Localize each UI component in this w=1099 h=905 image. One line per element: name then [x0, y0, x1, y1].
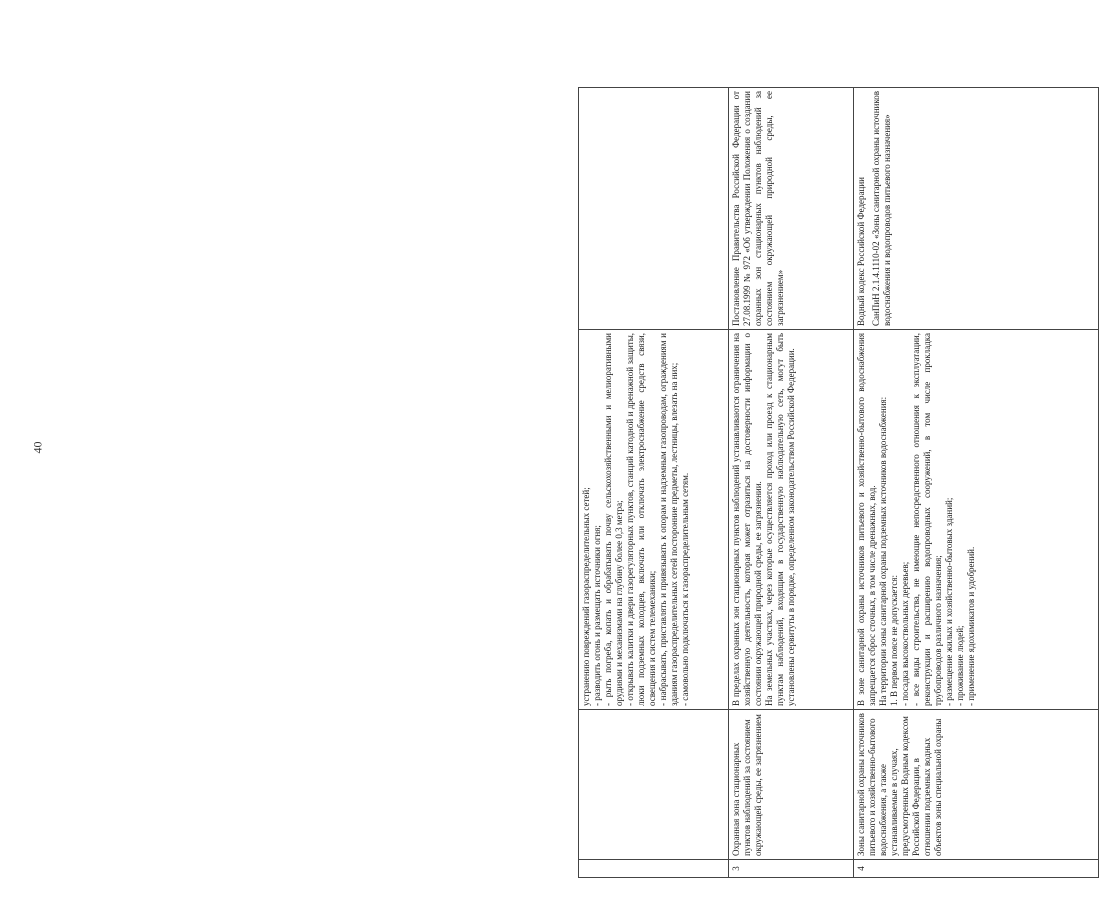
- restriction-line: На земельных участках, через которые осуществляется проход или проезд к стационарным пунктам наблюдений, входящим в государственную наблюдательную сеть, могут быть установлены сервитуты в порядке, определенном законодательством Российской Федерации.: [763, 333, 796, 706]
- zone-name-cell: Охранная зона стационарных пунктов наблюдений за состоянием окружающей среды, ее загрязнением: [729, 710, 854, 860]
- row-number-cell: 3: [729, 860, 854, 878]
- restriction-line: - применение ядохимикатов и удобрений.: [965, 546, 976, 706]
- restriction-line: В зоне санитарной охраны источников питьевого и хозяйственно-бытового водоснабжения запрещается сброс сточных, в том числе дренажных, вод.: [856, 333, 877, 706]
- table-row: [729, 88, 854, 878]
- legal-basis-line: Постановление Правительства Российской Федерации от 27.08.1999 № 972 «Об утверждении Положения о создании охранных зон стационарных пунктов наблюдений за состоянием окружающей природной среды, ее загрязнением»: [731, 91, 785, 326]
- legal-basis-cell: [579, 88, 729, 330]
- zone-name-cell: [579, 710, 729, 860]
- restriction-line: - проживание людей;: [954, 625, 965, 706]
- table-row: [579, 88, 729, 878]
- restrictions-table: [578, 87, 1099, 878]
- restrictions-cell: [579, 330, 729, 710]
- table-row: [854, 88, 1099, 878]
- legal-basis-line: Водный кодекс Российской Федерации: [856, 177, 866, 326]
- restriction-line: - посадка высокоствольных деревьев;: [899, 561, 910, 706]
- restriction-line: - размещение жилых и хозяйственно-бытовых зданий;: [943, 497, 954, 706]
- row-number-cell: [579, 860, 729, 878]
- legal-basis-line: СанПиН 2.1.4.1110-02 «Зоны санитарной охраны источников водоснабжения и водопроводов питьевого назначения»: [870, 91, 892, 326]
- restriction-line: - открывать калитки и двери газорегуляторных пунктов, станций катодной и дренажной защиты, люки подземных колодцев, включать или отключать электроснабжение средств связи, освещения и систем телемеханики;: [624, 333, 657, 706]
- row-number-cell: 4: [854, 860, 1099, 878]
- restriction-line: На территории зоны санитарной охраны подземных источников водоснабжения:: [877, 396, 888, 706]
- restriction-line: В пределах охранных зон стационарных пунктов наблюдений устанавливаются ограничения на хозяйственную деятельность, которая может отразиться на достоверности информации о состоянии окружающей природной среды, ее загрязнении.: [731, 333, 763, 706]
- table-body: [579, 88, 1099, 878]
- restriction-line: - набрасывать, приставлять и привязывать к опорам и надземным газопроводам, ограждениям и зданиям газораспределительных сетей посторонние предметы, лестницы, влезать на них;: [657, 333, 679, 706]
- restrictions-cell: [729, 330, 854, 710]
- legal-basis-cell: [729, 88, 854, 330]
- restriction-line: - разводить огонь и размещать источники огня;: [591, 525, 602, 706]
- restrictions-cell: [854, 330, 1099, 710]
- legal-basis-cell: [854, 88, 1099, 330]
- restriction-line: - самовольно подключаться к газораспределительным сетям.: [679, 472, 690, 706]
- restriction-line: - все виды строительства, не имеющие непосредственного отношения к эксплуатации, реконструкции и расширению водопроводных сооружений, в том числе прокладка трубопроводов различного назначения;: [910, 333, 943, 706]
- restriction-line: устранению повреждений газораспределительных сетей;: [581, 487, 591, 706]
- rotated-table-container: [578, 88, 1098, 878]
- restriction-line: 1. В первом поясе не допускается:: [888, 574, 899, 706]
- zone-name-cell: Зоны санитарной охраны источников питьевого и хозяйственно-бытового водоснабжения, а также устанавливаемые в случаях, предусмотренных Водным кодексом Российской Федерации, в отношении подземных водных объектов зоны специальной охраны: [854, 710, 1099, 860]
- page-number: 40: [30, 441, 45, 454]
- restriction-line: - рыть погреба, копать и обрабатывать почву сельскохозяйственными и мелиоративными орудиями и механизмами на глубину более 0,3 метра;: [602, 333, 624, 706]
